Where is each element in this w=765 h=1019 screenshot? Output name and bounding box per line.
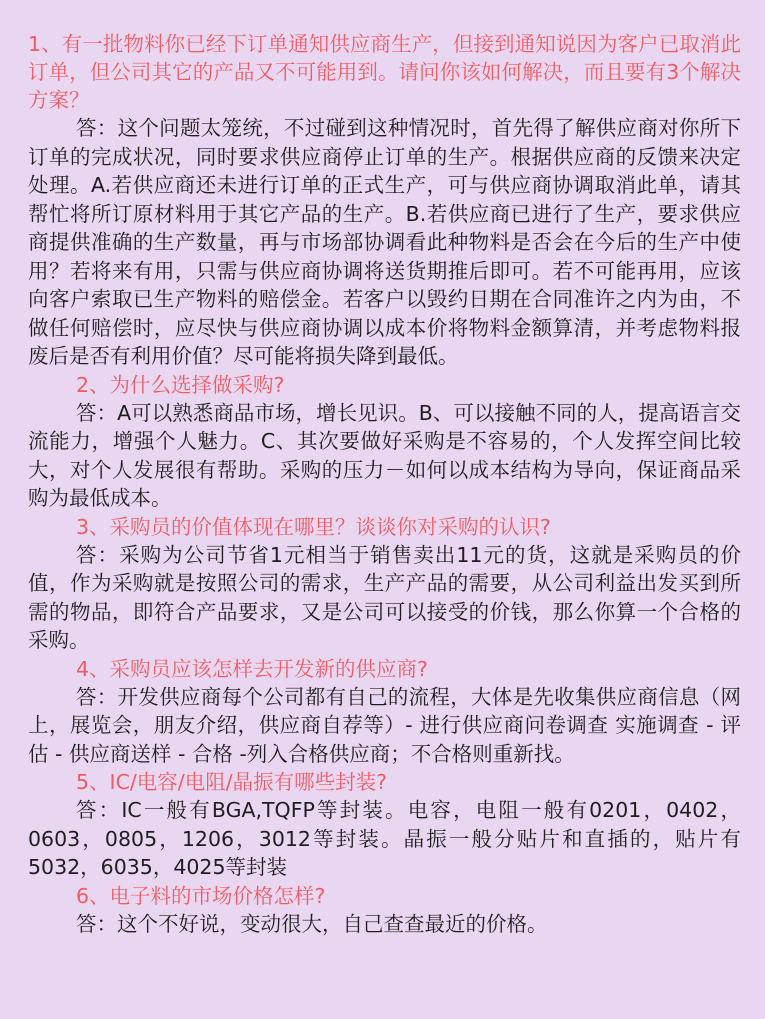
question-1: 1、有一批物料你已经下订单通知供应商生产，但接到通知说因为客户已取消此订单，但公司其它的产品又不可能用到。请问你该如何解决，而且要有3个解决方案？: [28, 32, 741, 112]
question-2: 2、为什么选择做采购?: [76, 372, 285, 397]
answer-2: 答：A可以熟悉商品市场，增长见识。B、可以接触不同的人，提高语言交流能力，增强个人魅力。C、其次要做好采购是不容易的，个人发挥空间比较大，对个人发展很有帮助。采购的压力－如何以成本结构为导向，保证商品采购为最低成本。: [28, 400, 741, 510]
question-3: 3、采购员的价值体现在哪里？谈谈你对采购的认识?: [76, 514, 551, 539]
question-5: 5、IC/电容/电阻/晶振有哪些封装?: [76, 770, 388, 794]
answer-1: 答：这个问题太笼统，不过碰到这种情况时，首先得了解供应商对你所下订单的完成状况，同时要求供应商停止订单的生产。根据供应商的反馈来决定处理。A.若供应商还未进行订单的正式生产，可与供应商协调取消此单，请其帮忙将所订原材料用于其它产品的生产。B.若供应商已进行了生产，要求供应商提供准确的生产数量，再与市场部协调看此种物料是否会在今后的生产中使用？若将来有用，只需与供应商协调将送货期推后即可。若不可能再用，应该向客户索取已生产物料的赔偿金。若客户以毁约日期在合同准许之内为由，不做任何赔偿时，应尽快与供应商协调以成本价将物料金额算清，并考虑物料报废后是否有利用价值？尽可能将损失降到最低。: [28, 116, 741, 368]
answer-3: 答：采购为公司节省1元相当于销售卖出11元的货，这就是采购员的价值，作为采购就是按照公司的需求，生产产品的需要，从公司利益出发买到所需的物品，即符合产品要求，又是公司可以接受的价钱，那么你算一个合格的采购。: [28, 542, 741, 652]
answer-5: 答：IC一般有BGA,TQFP等封装。电容，电阻一般有0201，0402，0603，0805，1206，3012等封装。晶振一般分贴片和直插的，贴片有5032，6035，4025等封装: [28, 798, 741, 879]
question-6: 6、电子料的市场价格怎样?: [76, 883, 326, 908]
answer-4: 答：开发供应商每个公司都有自己的流程，大体是先收集供应商信息（网上，展览会，朋友介绍，供应商自荐等）- 进行供应商问卷调查 实施调查 - 评估 - 供应商送样 - 合格 -列入合格供应商；不合格则重新找。: [28, 684, 741, 766]
question-4: 4、采购员应该怎样去开发新的供应商?: [76, 656, 428, 681]
answer-6: 答：这个不好说，变动很大，自己查查最近的价格。: [76, 911, 548, 936]
